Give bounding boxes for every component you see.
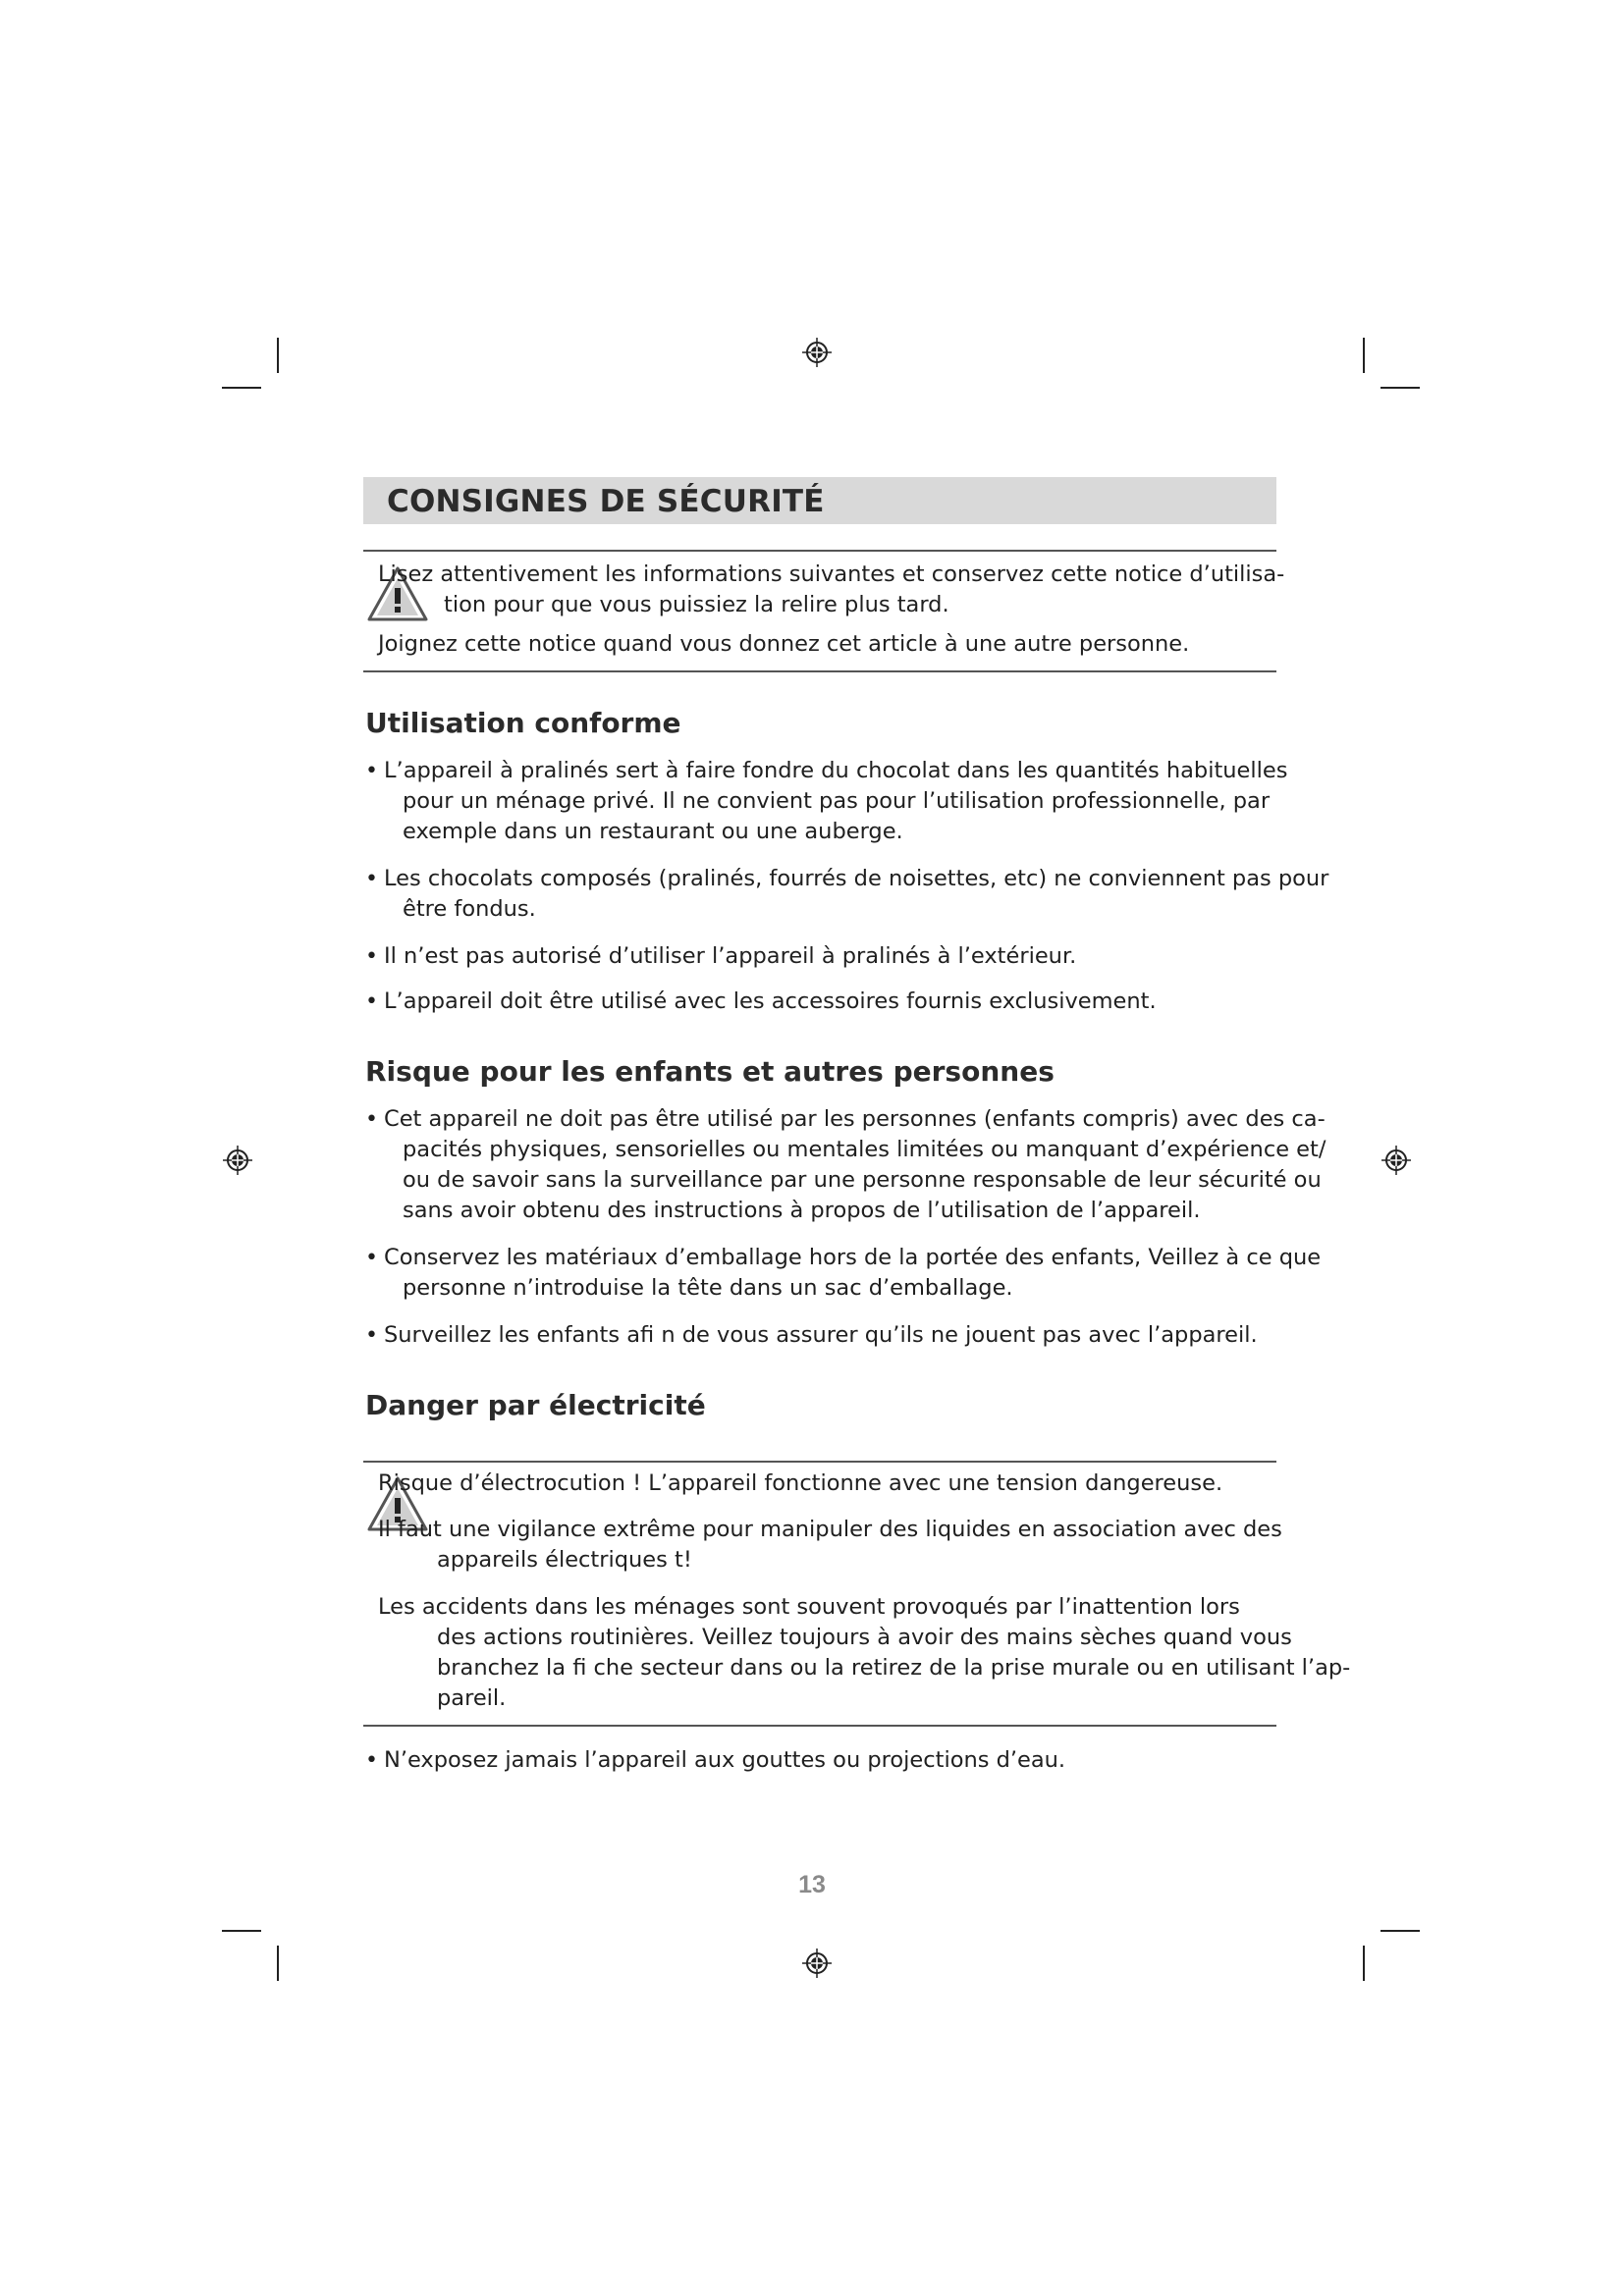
crop-mark [1363, 1946, 1365, 1981]
divider [363, 1461, 1276, 1463]
list-item-line: Il n’est pas autorisé d’utiliser l’appareil à pralinés à l’extérieur. [384, 943, 1077, 969]
list-item-line: pacités physiques, sensorielles ou mentales limitées ou manquant d’expérience et/ [403, 1137, 1326, 1162]
bullet-icon: • [365, 989, 378, 1014]
intro-line: Joignez cette notice quand vous donnez cet article à une autre personne. [378, 631, 1190, 657]
registration-mark-icon [802, 1949, 832, 1978]
crop-mark [222, 387, 261, 389]
list-item-line: Conservez les matériaux d’emballage hors de la portée des enfants, Veillez à ce que [384, 1245, 1322, 1270]
list-item-line: pour un ménage privé. Il ne convient pas pour l’utilisation professionnelle, par [403, 788, 1271, 814]
bullet-icon: • [365, 867, 378, 891]
list-item-line: être fondus. [403, 896, 536, 922]
warning-line: branchez la fi che secteur dans ou la retirez de la prise murale ou en utilisant l’ap- [437, 1655, 1351, 1681]
crop-mark [1380, 1930, 1420, 1932]
list-item-line: L’appareil doit être utilisé avec les accessoires fournis exclusivement. [384, 988, 1157, 1014]
section-heading: Risque pour les enfants et autres personnes [365, 1055, 1055, 1088]
list-item-line: L’appareil à pralinés sert à faire fondre du chocolat dans les quantités habituelles [384, 758, 1288, 783]
crop-mark [277, 338, 279, 373]
bullet-icon: • [365, 944, 378, 969]
bullet-icon: • [365, 1323, 378, 1348]
registration-mark-icon [223, 1146, 252, 1175]
intro-line: tion pour que vous puissiez la relire plus tard. [444, 592, 949, 617]
divider [363, 1725, 1276, 1727]
divider [363, 550, 1276, 552]
page-title: CONSIGNES DE SÉCURITÉ [387, 484, 825, 519]
crop-mark [222, 1930, 261, 1932]
bullet-icon: • [365, 759, 378, 783]
bullet-icon: • [365, 1748, 378, 1773]
crop-mark [1380, 387, 1420, 389]
warning-line: des actions routinières. Veillez toujours à avoir des mains sèches quand vous [437, 1625, 1292, 1650]
warning-line: Risque d’électrocution ! L’appareil fonctionne avec une tension dangereuse. [378, 1470, 1223, 1496]
intro-line: Lisez attentivement les informations suivantes et conservez cette notice d’utilisa- [378, 561, 1285, 587]
list-item-line: personne n’introduise la tête dans un sac d’emballage. [403, 1275, 1013, 1301]
list-item-line: Surveillez les enfants afi n de vous assurer qu’ils ne jouent pas avec l’appareil. [384, 1322, 1258, 1348]
section-title-bar [363, 477, 1276, 524]
list-item-line: Cet appareil ne doit pas être utilisé par les personnes (enfants compris) avec des ca- [384, 1106, 1326, 1132]
list-item-line: ou de savoir sans la surveillance par une personne responsable de leur sécurité ou [403, 1167, 1322, 1193]
warning-line: appareils électriques t! [437, 1547, 692, 1573]
list-item-line: N’exposez jamais l’appareil aux gouttes ou projections d’eau. [384, 1747, 1066, 1773]
page-number: 13 [798, 1871, 826, 1898]
list-item-line: Les chocolats composés (pralinés, fourrés de noisettes, etc) ne conviennent pas pour [384, 866, 1329, 891]
bullet-icon: • [365, 1107, 378, 1132]
registration-mark-icon [802, 338, 832, 367]
warning-line: Il faut une vigilance extrême pour manipuler des liquides en association avec des [378, 1517, 1282, 1542]
divider [363, 670, 1276, 672]
warning-line: pareil. [437, 1685, 507, 1711]
crop-mark [277, 1946, 279, 1981]
list-item-line: exemple dans un restaurant ou une auberge. [403, 819, 903, 844]
section-heading: Utilisation conforme [365, 707, 681, 739]
list-item-line: sans avoir obtenu des instructions à propos de l’utilisation de l’appareil. [403, 1198, 1201, 1223]
registration-mark-icon [1381, 1146, 1411, 1175]
warning-line: Les accidents dans les ménages sont souvent provoqués par l’inattention lors [378, 1594, 1240, 1620]
crop-mark [1363, 338, 1365, 373]
section-heading: Danger par électricité [365, 1389, 706, 1421]
bullet-icon: • [365, 1246, 378, 1270]
